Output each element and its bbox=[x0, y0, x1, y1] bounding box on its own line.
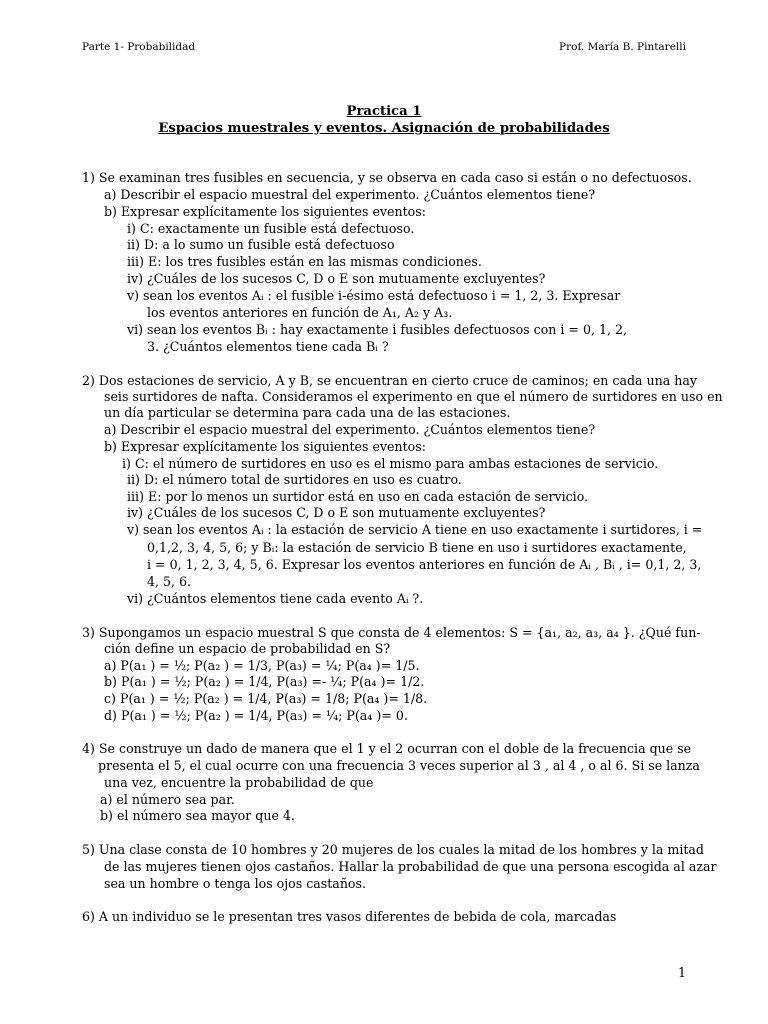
exercise-1-subitem-vi-cont: 3. ¿Cuántos elementos tiene cada Bᵢ ? bbox=[147, 339, 389, 354]
page-title: Practica 1 bbox=[346, 104, 422, 119]
exercise-1-subitem-v: v) sean los eventos Aᵢ : el fusible i-ésimo está defectuoso i = 1, 2, 3. Expresar bbox=[127, 288, 621, 303]
exercise-3-option-d: d) P(a₁ ) = ½; P(a₂ ) = 1/4, P(a₃) = ¼; P(a₄ )= 0. bbox=[104, 708, 408, 723]
exercise-2-item-b: b) Expresar explícitamente los siguientes eventos: bbox=[104, 439, 426, 454]
exercise-4-statement: 4) Se construye un dado de manera que el 1 y el 2 ocurran con el doble de la frecuencia que se bbox=[82, 741, 692, 756]
exercise-2-statement-cont2: un día particular se determina para cada una de las estaciones. bbox=[104, 405, 511, 420]
exercise-3-statement-cont: ción define un espacio de probabilidad en S? bbox=[104, 641, 391, 656]
exercise-2-statement: 2) Dos estaciones de servicio, A y B, se encuentran en cierto cruce de caminos; en cada una hay bbox=[82, 373, 697, 388]
exercise-5-statement-cont2: sea un hombre o tenga los ojos castaños. bbox=[104, 876, 366, 891]
exercise-3-option-c: c) P(a₁ ) = ½; P(a₂ ) = 1/4, P(a₃) = 1/8; P(a₄ )= 1/8. bbox=[104, 691, 428, 706]
exercise-4-item-b: b) el número sea mayor que 4. bbox=[100, 808, 295, 823]
exercise-3-statement: 3) Supongamos un espacio muestral S que consta de 4 elementos: S = {a₁, a₂, a₃, a₄ }. ¿Qué fun- bbox=[82, 625, 701, 640]
exercise-2-subitem-v-cont2: i = 0, 1, 2, 3, 4, 5, 6. Expresar los eventos anteriores en función de Aᵢ , Bᵢ , i= 0,1, 2, 3, bbox=[147, 557, 702, 572]
exercise-2-subitem-v-cont3: 4, 5, 6. bbox=[147, 574, 192, 589]
exercise-1-subitem-iii: iii) E: los tres fusibles están en las mismas condiciones. bbox=[127, 254, 482, 269]
exercise-4-item-a: a) el número sea par. bbox=[100, 792, 235, 807]
exercise-5-statement-cont1: de las mujeres tienen ojos castaños. Hallar la probabilidad de que una persona escogida al azar bbox=[104, 859, 717, 874]
header-right: Prof. María B. Pintarelli bbox=[559, 41, 686, 53]
exercise-2-item-a: a) Describir el espacio muestral del experimento. ¿Cuántos elementos tiene? bbox=[104, 422, 596, 437]
exercise-1-item-a: a) Describir el espacio muestral del experimento. ¿Cuántos elementos tiene? bbox=[104, 187, 596, 202]
exercise-2-subitem-i: i) C: el número de surtidores en uso es el mismo para ambas estaciones de servicio. bbox=[122, 456, 659, 471]
exercise-1-subitem-i: i) C: exactamente un fusible está defectuoso. bbox=[127, 221, 415, 236]
header-left: Parte 1- Probabilidad bbox=[82, 41, 196, 53]
exercise-6-statement: 6) A un individuo se le presentan tres vasos diferentes de bebida de cola, marcadas bbox=[82, 909, 617, 924]
exercise-1-subitem-v-cont: los eventos anteriores en función de A₁, A₂ y A₃. bbox=[147, 305, 453, 320]
exercise-1-subitem-vi: vi) sean los eventos Bᵢ : hay exactamente i fusibles defectuosos con i = 0, 1, 2, bbox=[127, 322, 628, 337]
exercise-1-subitem-ii: ii) D: a lo sumo un fusible está defectuoso bbox=[127, 237, 395, 252]
exercise-4-statement-cont2: una vez, encuentre la probabilidad de que bbox=[104, 775, 374, 790]
page-number: 1 bbox=[677, 965, 686, 980]
exercise-2-subitem-ii: ii) D: el número total de surtidores en uso es cuatro. bbox=[127, 472, 462, 487]
exercise-2-subitem-iv: iv) ¿Cuáles de los sucesos C, D o E son mutuamente excluyentes? bbox=[127, 505, 546, 520]
exercise-1-subitem-iv: iv) ¿Cuáles de los sucesos C, D o E son mutuamente excluyentes? bbox=[127, 271, 546, 286]
page-subtitle: Espacios muestrales y eventos. Asignación de probabilidades bbox=[158, 121, 610, 136]
exercise-1-statement: 1) Se examinan tres fusibles en secuencia, y se observa en cada caso si están o no defectuosos. bbox=[82, 170, 692, 185]
exercise-3-option-b: b) P(a₁ ) = ½; P(a₂ ) = 1/4, P(a₃) =- ¼; P(a₄ )= 1/2. bbox=[104, 674, 425, 689]
exercise-4-statement-cont1: presenta el 5, el cual ocurre con una frecuencia 3 veces superior al 3 , al 4 , o al 6. Si se lanza bbox=[98, 758, 700, 773]
exercise-2-subitem-v: v) sean los eventos Aᵢ : la estación de servicio A tiene en uso exactamente i surtidores, i = bbox=[127, 522, 703, 537]
exercise-2-statement-cont1: seis surtidores de nafta. Consideramos el experimento en que el número de surtidores en uso en bbox=[104, 389, 723, 404]
exercise-3-option-a: a) P(a₁ ) = ½; P(a₂ ) = 1/3, P(a₃) = ¼; P(a₄ )= 1/5. bbox=[104, 658, 420, 673]
exercise-1-item-b: b) Expresar explícitamente los siguientes eventos: bbox=[104, 204, 426, 219]
exercise-2-subitem-vi: vi) ¿Cuántos elementos tiene cada evento Aᵢ ?. bbox=[127, 591, 424, 606]
exercise-2-subitem-v-cont1: 0,1,2, 3, 4, 5, 6; y Bᵢ: la estación de servicio B tiene en uso i surtidores exactamente, bbox=[147, 540, 687, 555]
exercise-2-subitem-iii: iii) E: por lo menos un surtidor está en uso en cada estación de servicio. bbox=[127, 489, 589, 504]
exercise-5-statement: 5) Una clase consta de 10 hombres y 20 mujeres de los cuales la mitad de los hombres y la mitad bbox=[82, 842, 704, 857]
